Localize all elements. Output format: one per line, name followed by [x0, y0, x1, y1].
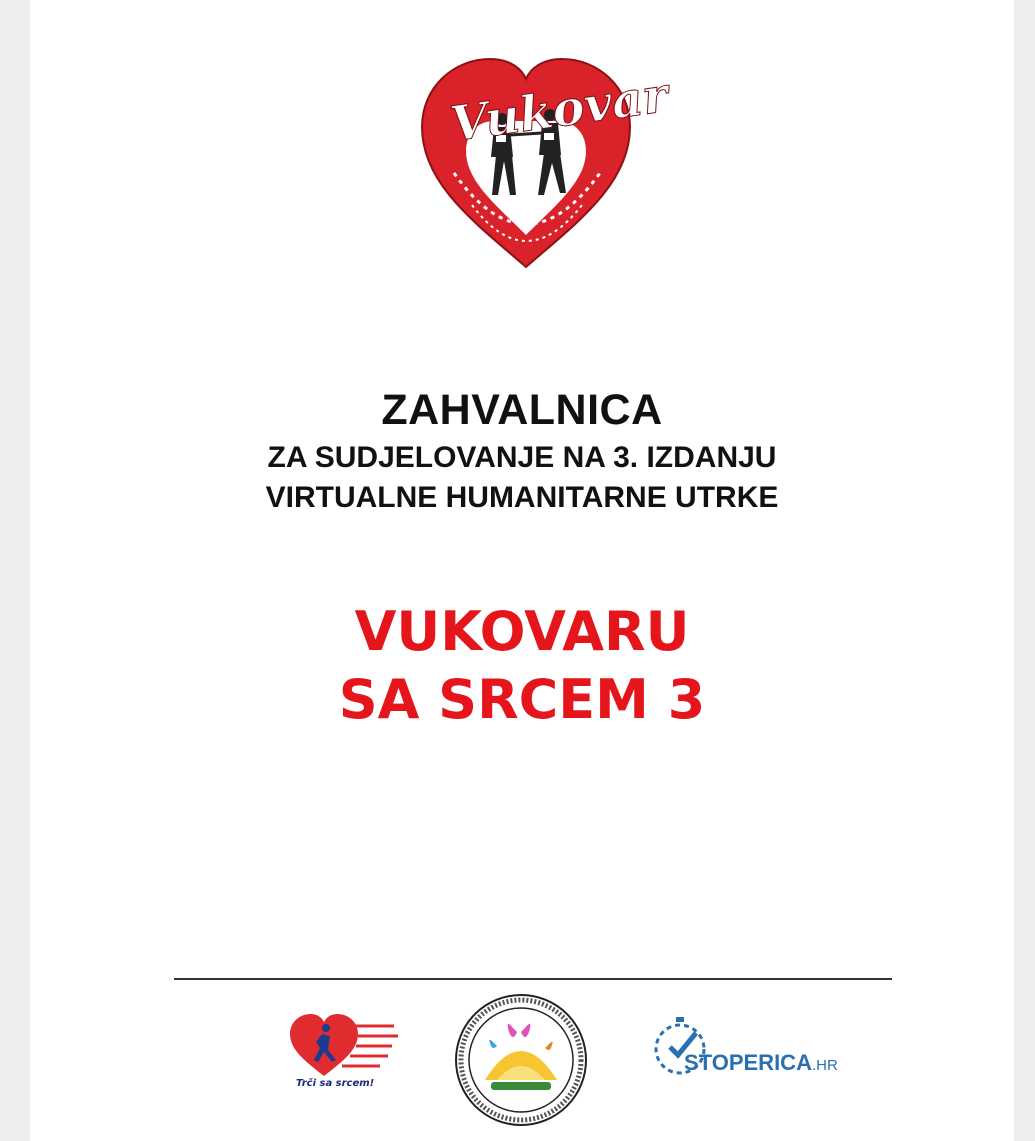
stopwatch-brand: [684, 1050, 838, 1076]
running-heart-caption: Trči sa srcem!: [296, 1078, 375, 1089]
seal-butterfly-icon: [453, 992, 589, 1128]
subtitle-line-1: ZA SUDJELOVANJE NA 3. IZDANJU: [267, 441, 777, 474]
stopwatch-brand-suffix: .HR: [811, 1057, 838, 1074]
stopwatch-brand-name: STOPERICA: [684, 1050, 812, 1075]
footer-divider: [174, 978, 892, 980]
subtitle-line-2: VIRTUALNE HUMANITARNE UTRKE: [265, 481, 779, 514]
event-name-line-2: SA SRCEM 3: [338, 668, 706, 731]
event-name-line-1: VUKOVARU: [354, 600, 690, 663]
certificate-page: [30, 0, 1014, 1141]
heart-logo-text: Vukovar: [447, 67, 672, 153]
page-title: ZAHVALNICA: [381, 386, 663, 434]
